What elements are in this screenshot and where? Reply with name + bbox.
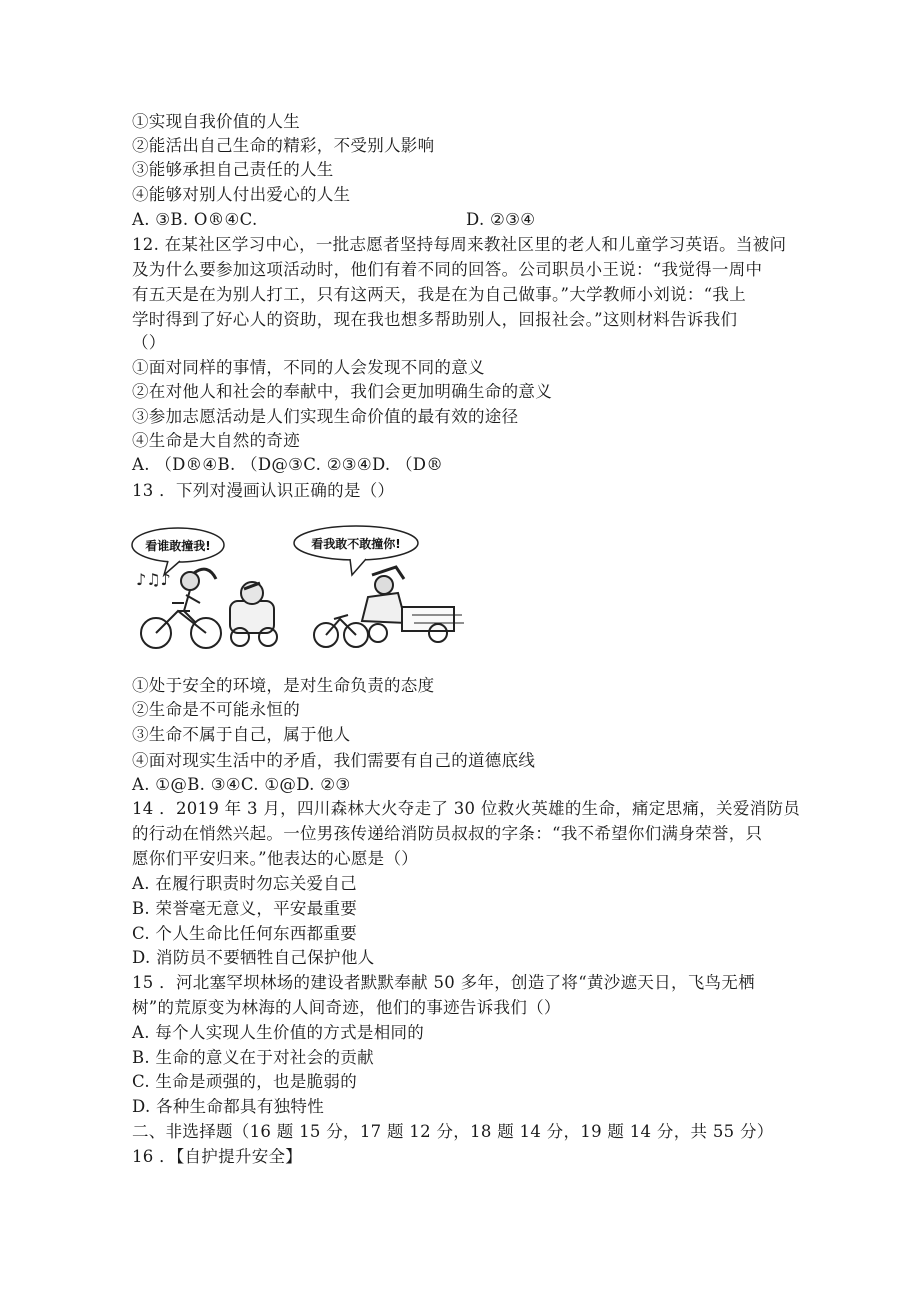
q16-heading: 16 ．【自护提升安全】 bbox=[132, 1147, 303, 1166]
q12-item: ③参加志愿活动是人们实现生命价值的最有效的途径 bbox=[132, 407, 519, 426]
q12-stem-line: （） bbox=[132, 333, 166, 352]
q14-option: B. 荣誉毫无意义，平安最重要 bbox=[132, 899, 358, 918]
q14-option: A. 在履行职责时勿忘关爱自己 bbox=[132, 874, 357, 893]
q14-stem-line: 14 ．2019 年 3 月，四川森林大火夺走了 30 位救火英雄的生命，痛定思痛，关爱消防员 bbox=[132, 799, 801, 818]
q12-stem-line: 12. 在某社区学习中心，一批志愿者坚持每周来教社区里的老人和儿童学习英语。当被问 bbox=[132, 235, 787, 254]
q12-stem-line: 学时得到了好心人的资助，现在我也想多帮助别人，回报社会。”这则材料告诉我们 bbox=[132, 310, 738, 329]
q13-stem: 13 ．下列对漫画认识正确的是（） bbox=[132, 481, 395, 500]
text-line: ①实现自我价值的人生 bbox=[132, 112, 300, 131]
q12-item: ①面对同样的事情，不同的人会发现不同的意义 bbox=[132, 358, 485, 377]
bubble-right-text: 看我敢不敢撞你! bbox=[311, 537, 401, 551]
cart-driver-icon bbox=[230, 582, 277, 646]
text-line: ②能活出自己生命的精彩，不受别人影响 bbox=[132, 136, 435, 155]
q13-item: ③生命不属于自己，属于他人 bbox=[132, 725, 351, 744]
q13-item: ②生命是不可能永恒的 bbox=[132, 700, 300, 719]
motorbike-icon bbox=[314, 615, 368, 647]
q14-stem-line: 的行动在悄然兴起。一位男孩传递给消防员叔叔的字条：“我不希望你们满身荣誉，只 bbox=[132, 824, 763, 843]
text-line: ④能够对别人付出爱心的人生 bbox=[132, 185, 351, 204]
q15-stem-line: 15 ．河北塞罕坝林场的建设者默默奉献 50 多年，创造了将“黄沙遮天日，飞鸟无栖 bbox=[132, 973, 755, 992]
q12-item: ②在对他人和社会的奉献中，我们会更加明确生命的意义 bbox=[132, 382, 552, 401]
q15-option: C. 生命是顽强的，也是脆弱的 bbox=[132, 1072, 358, 1091]
q14-stem-line: 愿你们平安归来。”他表达的心愿是（） bbox=[132, 849, 419, 868]
q12-stem-line: 及为什么要参加这项活动时，他们有着不同的回答。公司职员小王说：“我觉得一周中 bbox=[132, 260, 763, 279]
traffic-cartoon bbox=[128, 523, 468, 663]
q15-option: B. 生命的意义在于对社会的贡献 bbox=[132, 1048, 374, 1067]
q15-option: D. 各种生命都具有独特性 bbox=[132, 1097, 325, 1116]
q15-stem-line: 树”的荒原变为林海的人间奇迹，他们的事迹告诉我们（） bbox=[132, 998, 561, 1017]
music-notes-icon: ♪♫♪ bbox=[136, 570, 171, 589]
q14-option: D. 消防员不要牺牲自己保护他人 bbox=[132, 948, 375, 967]
q11-options-a: A. ③B. O®④C. bbox=[132, 210, 258, 229]
bubble-left-text: 看谁敢撞我! bbox=[145, 539, 211, 553]
q13-item: ④面对现实生活中的矛盾，我们需要有自己的道德底线 bbox=[132, 751, 536, 770]
truck-icon bbox=[362, 567, 464, 642]
q12-options: A. （D®④B. （D@③C. ②③④D. （D® bbox=[132, 455, 444, 474]
q15-option: A. 每个人实现人生价值的方式是相同的 bbox=[132, 1023, 425, 1042]
q13-item: ①处于安全的环境，是对生命负责的态度 bbox=[132, 676, 435, 695]
q12-item: ④生命是大自然的奇迹 bbox=[132, 431, 300, 450]
q11-options-d: D. ②③④ bbox=[466, 210, 536, 229]
q13-options: A. ①@B. ③④C. ①@D. ②③ bbox=[132, 775, 351, 794]
q14-option: C. 个人生命比任何东西都重要 bbox=[132, 924, 358, 943]
q12-stem-line: 有五天是在为别人打工，只有这两天，我是在为自己做事。”大学教师小刘说：“我上 bbox=[132, 285, 747, 304]
text-line: ③能够承担自己责任的人生 bbox=[132, 160, 334, 179]
section-heading: 二、非选择题（16 题 15 分，17 题 12 分，18 题 14 分，19 题 14 分，共 55 分） bbox=[132, 1122, 774, 1141]
